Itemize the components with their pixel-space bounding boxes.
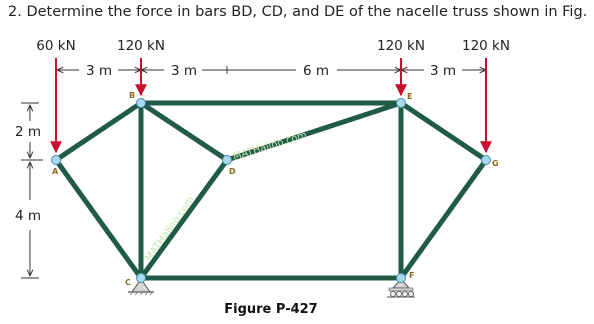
figure-caption: Figure P-427 — [224, 302, 318, 317]
vertical-dimensions — [15, 103, 43, 278]
member-bd — [141, 103, 227, 160]
watermark-text-2: MATHalino.com — [143, 194, 197, 264]
dim-label-de: 6 m — [302, 63, 330, 79]
node-label-a: A — [52, 167, 59, 176]
truss-joints — [52, 99, 491, 283]
dim-label-eg: 3 m — [429, 63, 457, 79]
joint-f — [397, 274, 406, 283]
dim-label-2m: 2 m — [14, 124, 42, 140]
dim-label-4m: 4 m — [14, 208, 42, 224]
member-ab — [56, 103, 141, 160]
load-label-b: 120 kN — [117, 38, 165, 54]
node-label-b: B — [129, 91, 136, 100]
node-label-g: G — [492, 159, 499, 168]
joint-e — [397, 99, 406, 108]
watermark-text-1: MATHalino.com — [231, 129, 309, 163]
node-label-f: F — [409, 271, 415, 280]
node-label-d: D — [229, 167, 236, 176]
node-label-c: C — [125, 278, 131, 287]
joint-d — [223, 156, 232, 165]
joint-b — [137, 99, 146, 108]
joint-a — [52, 156, 61, 165]
joint-c — [137, 274, 146, 283]
node-label-e: E — [407, 92, 413, 101]
load-label-e: 120 kN — [377, 38, 425, 54]
dim-label-bd: 3 m — [170, 63, 198, 79]
member-ac — [56, 160, 141, 278]
dim-label-ab: 3 m — [85, 63, 113, 79]
member-eg — [401, 103, 486, 160]
truss-members — [56, 103, 486, 278]
load-label-g: 120 kN — [462, 38, 510, 54]
load-label-a: 60 kN — [36, 38, 76, 54]
horizontal-dimensions — [57, 63, 486, 79]
member-fg — [401, 160, 486, 278]
joint-g — [482, 156, 491, 165]
problem-statement: 2. Determine the force in bars BD, CD, and DE of the nacelle truss shown in Fig. — [8, 4, 588, 20]
